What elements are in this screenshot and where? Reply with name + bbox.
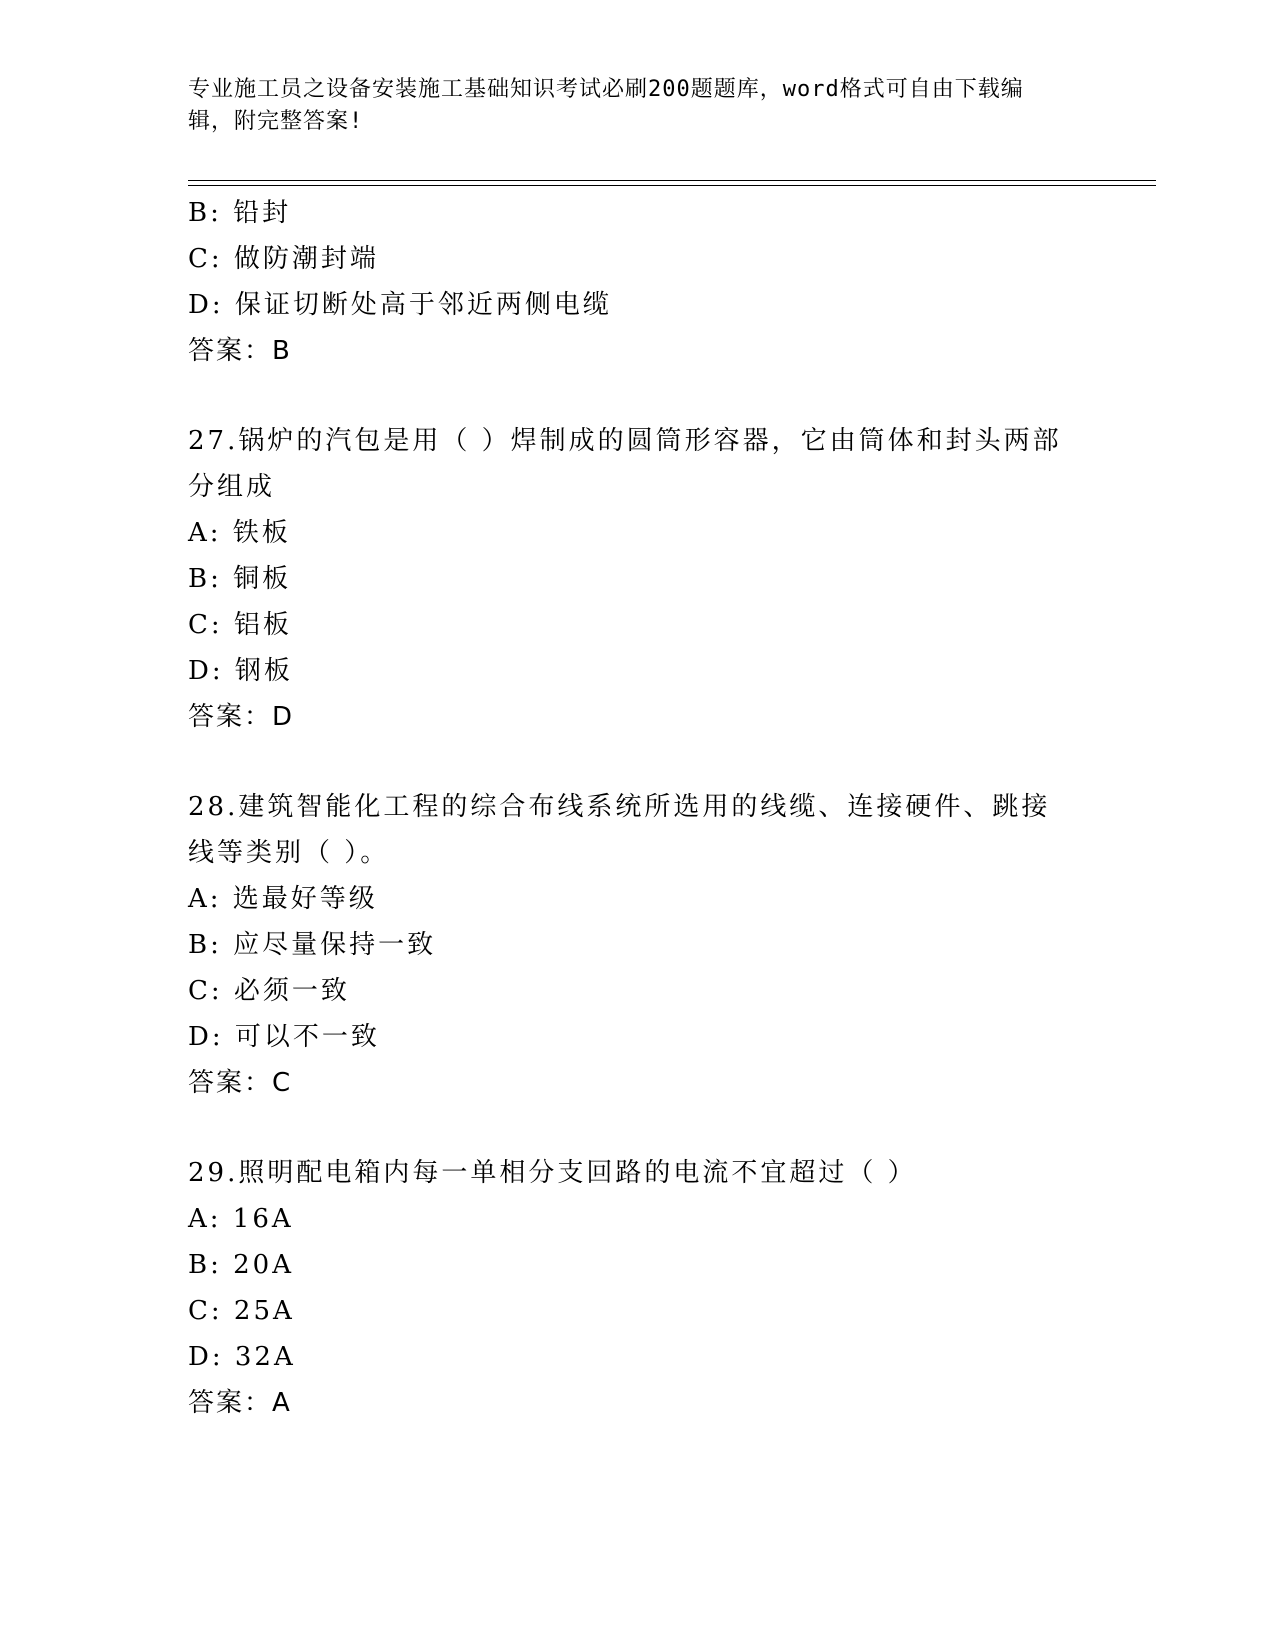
question-27 — [188, 418, 1088, 740]
option-d: D: 可以不一致 — [188, 1022, 380, 1052]
option-a: A: 选最好等级 — [188, 884, 378, 914]
question-text: 29.照明配电箱内每一单相分支回路的电流不宜超过（ ） — [188, 1158, 917, 1188]
header-rule-bottom — [188, 185, 1156, 186]
option-c: C: 25A — [188, 1296, 295, 1326]
question-28 — [188, 784, 1088, 1106]
answer: 答案：C — [188, 1068, 293, 1098]
question-text: 27.锅炉的汽包是用（ ）焊制成的圆筒形容器，它由筒体和封头两部分组成 — [188, 426, 1062, 502]
option-a: A: 铁板 — [188, 518, 291, 548]
option-d: D: 钢板 — [188, 656, 293, 686]
question-29 — [188, 1150, 1088, 1426]
option-b: B: 铜板 — [188, 564, 292, 594]
option-c: C: 做防潮封端 — [188, 244, 379, 274]
question-text: 28.建筑智能化工程的综合布线系统所选用的线缆、连接硬件、跳接线等类别（ ）。 — [188, 792, 1051, 868]
header-rule-top — [188, 180, 1156, 181]
option-b: B: 铅封 — [188, 198, 292, 228]
answer: 答案：B — [188, 336, 292, 366]
spacer — [188, 740, 1088, 784]
question-continued — [188, 190, 1088, 374]
option-c: C: 必须一致 — [188, 976, 350, 1006]
option-d: D: 保证切断处高于邻近两侧电缆 — [188, 290, 612, 320]
option-b: B: 应尽量保持一致 — [188, 930, 437, 960]
option-d: D: 32A — [188, 1342, 296, 1372]
option-b: B: 20A — [188, 1250, 294, 1280]
document-header: 专业施工员之设备安装施工基础知识考试必刷200题题库，word格式可自由下载编辑，附完整答案! — [188, 77, 1024, 134]
option-a: A: 16A — [188, 1204, 294, 1234]
option-c: C: 铝板 — [188, 610, 292, 640]
question-list — [188, 190, 1088, 1426]
spacer — [188, 374, 1088, 418]
spacer — [188, 1106, 1088, 1150]
answer: 答案：D — [188, 702, 295, 732]
answer: 答案：A — [188, 1388, 292, 1418]
